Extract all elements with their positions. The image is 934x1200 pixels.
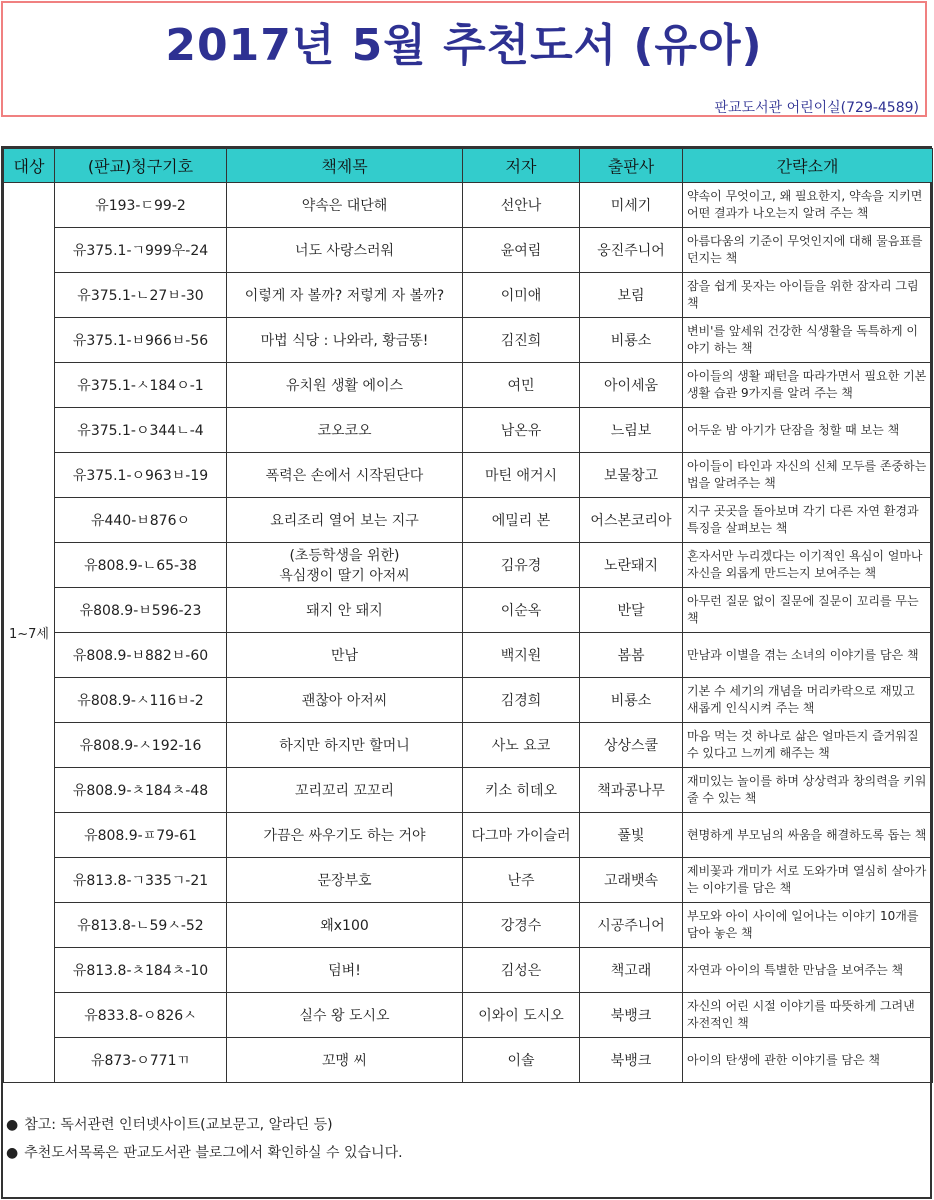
call-number-cell: 유833.8-ㅇ826ㅅ (55, 993, 227, 1038)
call-number-cell: 유375.1-ㅂ966ㅂ-56 (55, 318, 227, 363)
title-cell: 요리조리 열어 보는 지구 (227, 498, 463, 543)
title-cell: 돼지 안 돼지 (227, 588, 463, 633)
title-cell: 너도 사랑스러워 (227, 228, 463, 273)
publisher-cell: 아이세움 (580, 363, 683, 408)
description-cell: 어두운 밤 아기가 단잠을 청할 때 보는 책 (683, 408, 933, 453)
call-number-cell: 유813.8-ㅊ184ㅊ-10 (55, 948, 227, 993)
description-cell: 변비'를 앞세워 건강한 식생활을 독특하게 이야기 하는 책 (683, 318, 933, 363)
author-cell: 백지원 (463, 633, 580, 678)
title-cell: 왜x100 (227, 903, 463, 948)
author-cell: 다그마 가이슬러 (463, 813, 580, 858)
publisher-cell: 풀빛 (580, 813, 683, 858)
table-row (4, 813, 933, 858)
table-row (4, 183, 933, 228)
title-cell: 실수 왕 도시오 (227, 993, 463, 1038)
table-row (4, 543, 933, 588)
table-row (4, 408, 933, 453)
title-cell: 유치원 생활 에이스 (227, 363, 463, 408)
table-row (4, 273, 933, 318)
table-row (4, 588, 933, 633)
table-row (4, 1038, 933, 1083)
table-row (4, 498, 933, 543)
author-cell: 사노 요코 (463, 723, 580, 768)
description-cell: 자연과 아이의 특별한 만남을 보여주는 책 (683, 948, 933, 993)
page-header (1, 1, 927, 117)
description-cell: 마음 먹는 것 하나로 삶은 얼마든지 즐거워질 수 있다고 느끼게 해주는 책 (683, 723, 933, 768)
author-cell: 강경수 (463, 903, 580, 948)
note-text: 추천도서목록은 판교도서관 블로그에서 확인하실 수 있습니다. (24, 1145, 403, 1161)
note-text: 참고: 독서관련 인터넷사이트(교보문고, 알라딘 등) (24, 1117, 333, 1133)
publisher-cell: 웅진주니어 (580, 228, 683, 273)
description-cell: 아무런 질문 없이 질문에 질문이 꼬리를 무는 책 (683, 588, 933, 633)
column-header-call-number: (판교)청구기호 (55, 149, 227, 183)
table-row (4, 318, 933, 363)
call-number-cell: 유808.9-ㅂ882ㅂ-60 (55, 633, 227, 678)
description-cell: 약속이 무엇이고, 왜 필요한지, 약속을 지키면 어떤 결과가 나오는지 알려 주는 책 (683, 183, 933, 228)
call-number-cell: 유440-ㅂ876ㅇ (55, 498, 227, 543)
table-row (4, 678, 933, 723)
description-cell: 재미있는 놀이를 하며 상상력과 창의력을 키워 줄 수 있는 책 (683, 768, 933, 813)
column-header-description: 간략소개 (683, 149, 933, 183)
description-cell: 현명하게 부모님의 싸움을 해결하도록 돕는 책 (683, 813, 933, 858)
description-cell: 아름다움의 기준이 무엇인지에 대해 물음표를 던지는 책 (683, 228, 933, 273)
target-age-cell: 1~7세 (4, 183, 55, 1083)
bullet-icon: ● (6, 1117, 19, 1133)
title-cell: 가끔은 싸우기도 하는 거야 (227, 813, 463, 858)
title-cell: 괜찮아 아저씨 (227, 678, 463, 723)
publisher-cell: 보림 (580, 273, 683, 318)
author-cell: 에밀리 본 (463, 498, 580, 543)
author-cell: 김성은 (463, 948, 580, 993)
table-body (4, 183, 933, 1083)
author-cell: 마틴 애거시 (463, 453, 580, 498)
author-cell: 키소 히데오 (463, 768, 580, 813)
description-cell: 지구 곳곳을 돌아보며 각기 다른 자연 환경과 특징을 살펴보는 책 (683, 498, 933, 543)
call-number-cell: 유808.9-ㅂ596-23 (55, 588, 227, 633)
title-line: 욕심쟁이 딸기 아저씨 (279, 568, 410, 584)
publisher-cell: 반달 (580, 588, 683, 633)
description-cell: 자신의 어린 시절 이야기를 따뜻하게 그려낸 자전적인 책 (683, 993, 933, 1038)
author-cell: 이솔 (463, 1038, 580, 1083)
call-number-cell: 유808.9-ㅅ192-16 (55, 723, 227, 768)
author-cell: 김경희 (463, 678, 580, 723)
description-cell: 기본 수 세기의 개념을 머리카락으로 재밌고 새롭게 인식시켜 주는 책 (683, 678, 933, 723)
title-cell: 이렇게 자 볼까? 저렇게 자 볼까? (227, 273, 463, 318)
call-number-cell: 유375.1-ㅇ344ㄴ-4 (55, 408, 227, 453)
author-cell: 이미애 (463, 273, 580, 318)
publisher-cell: 봄봄 (580, 633, 683, 678)
table-row (4, 228, 933, 273)
notes-section (6, 1114, 403, 1170)
publisher-cell: 책고래 (580, 948, 683, 993)
description-cell: 잠을 쉽게 못자는 아이들을 위한 잠자리 그림책 (683, 273, 933, 318)
description-cell: 제비꽃과 개미가 서로 도와가며 열심히 살아가는 이야기를 담은 책 (683, 858, 933, 903)
description-cell: 아이들의 생활 패턴을 따라가면서 필요한 기본 생활 습관 9가지를 알려 주는 책 (683, 363, 933, 408)
call-number-cell: 유375.1-ㅅ184ㅇ-1 (55, 363, 227, 408)
publisher-cell: 상상스쿨 (580, 723, 683, 768)
description-cell: 아이들이 타인과 자신의 신체 모두를 존중하는 법을 알려주는 책 (683, 453, 933, 498)
table-row (4, 948, 933, 993)
call-number-cell: 유375.1-ㄱ999우-24 (55, 228, 227, 273)
call-number-cell: 유375.1-ㅇ963ㅂ-19 (55, 453, 227, 498)
author-cell: 이와이 도시오 (463, 993, 580, 1038)
recommended-books-table (3, 148, 933, 1083)
publisher-cell: 책과콩나무 (580, 768, 683, 813)
title-cell: 꼬리꼬리 꼬꼬리 (227, 768, 463, 813)
title-line: (초등학생을 위한) (289, 548, 400, 564)
publisher-cell: 비룡소 (580, 678, 683, 723)
publisher-cell: 북뱅크 (580, 993, 683, 1038)
author-cell: 이순옥 (463, 588, 580, 633)
call-number-cell: 유808.9-ㄴ65-38 (55, 543, 227, 588)
title-cell: 만남 (227, 633, 463, 678)
publisher-cell: 고래뱃속 (580, 858, 683, 903)
call-number-cell: 유375.1-ㄴ27ㅂ-30 (55, 273, 227, 318)
publisher-cell: 느림보 (580, 408, 683, 453)
author-cell: 김유경 (463, 543, 580, 588)
publisher-cell: 미세기 (580, 183, 683, 228)
publisher-cell: 노란돼지 (580, 543, 683, 588)
publisher-cell: 비룡소 (580, 318, 683, 363)
publisher-cell: 시공주니어 (580, 903, 683, 948)
table-row (4, 768, 933, 813)
title-cell: 하지만 하지만 할머니 (227, 723, 463, 768)
library-contact: 판교도서관 어린이실(729-4589) (714, 100, 919, 116)
bullet-icon: ● (6, 1145, 19, 1161)
column-header-title: 책제목 (227, 149, 463, 183)
description-cell: 혼자서만 누리겠다는 이기적인 욕심이 얼마나 자신을 외롭게 만드는지 보여주는 책 (683, 543, 933, 588)
title-cell: 꼬맹 씨 (227, 1038, 463, 1083)
author-cell: 여민 (463, 363, 580, 408)
title-cell: 폭력은 손에서 시작된단다 (227, 453, 463, 498)
table-row (4, 993, 933, 1038)
table-row (4, 453, 933, 498)
book-table-frame (1, 146, 932, 1199)
title-cell: 덤벼! (227, 948, 463, 993)
author-cell: 선안나 (463, 183, 580, 228)
title-cell: 약속은 대단해 (227, 183, 463, 228)
title-cell: 코오코오 (227, 408, 463, 453)
call-number-cell: 유873-ㅇ771ㄲ (55, 1038, 227, 1083)
call-number-cell: 유193-ㄷ99-2 (55, 183, 227, 228)
note-item (6, 1142, 403, 1170)
publisher-cell: 보물창고 (580, 453, 683, 498)
call-number-cell: 유813.8-ㄴ59ㅅ-52 (55, 903, 227, 948)
table-row (4, 903, 933, 948)
call-number-cell: 유808.9-ㅍ79-61 (55, 813, 227, 858)
table-row (4, 858, 933, 903)
title-cell: 문장부호 (227, 858, 463, 903)
table-row (4, 723, 933, 768)
description-cell: 부모와 아이 사이에 일어나는 이야기 10개를 담아 놓은 책 (683, 903, 933, 948)
author-cell: 윤여림 (463, 228, 580, 273)
call-number-cell: 유808.9-ㅊ184ㅊ-48 (55, 768, 227, 813)
column-header-publisher: 출판사 (580, 149, 683, 183)
column-header-target: 대상 (4, 149, 55, 183)
table-row (4, 363, 933, 408)
author-cell: 남온유 (463, 408, 580, 453)
description-cell: 아이의 탄생에 관한 이야기를 담은 책 (683, 1038, 933, 1083)
author-cell: 난주 (463, 858, 580, 903)
note-item (6, 1114, 403, 1142)
publisher-cell: 북뱅크 (580, 1038, 683, 1083)
call-number-cell: 유808.9-ㅅ116ㅂ-2 (55, 678, 227, 723)
table-header-row (4, 149, 933, 183)
table-row (4, 633, 933, 678)
author-cell: 김진희 (463, 318, 580, 363)
page-title: 2017년 5월 추천도서 (유아) (165, 20, 763, 71)
title-cell (227, 543, 463, 588)
column-header-author: 저자 (463, 149, 580, 183)
call-number-cell: 유813.8-ㄱ335ㄱ-21 (55, 858, 227, 903)
publisher-cell: 어스본코리아 (580, 498, 683, 543)
title-cell: 마법 식당 : 나와라, 황금똥! (227, 318, 463, 363)
description-cell: 만남과 이별을 겪는 소녀의 이야기를 담은 책 (683, 633, 933, 678)
